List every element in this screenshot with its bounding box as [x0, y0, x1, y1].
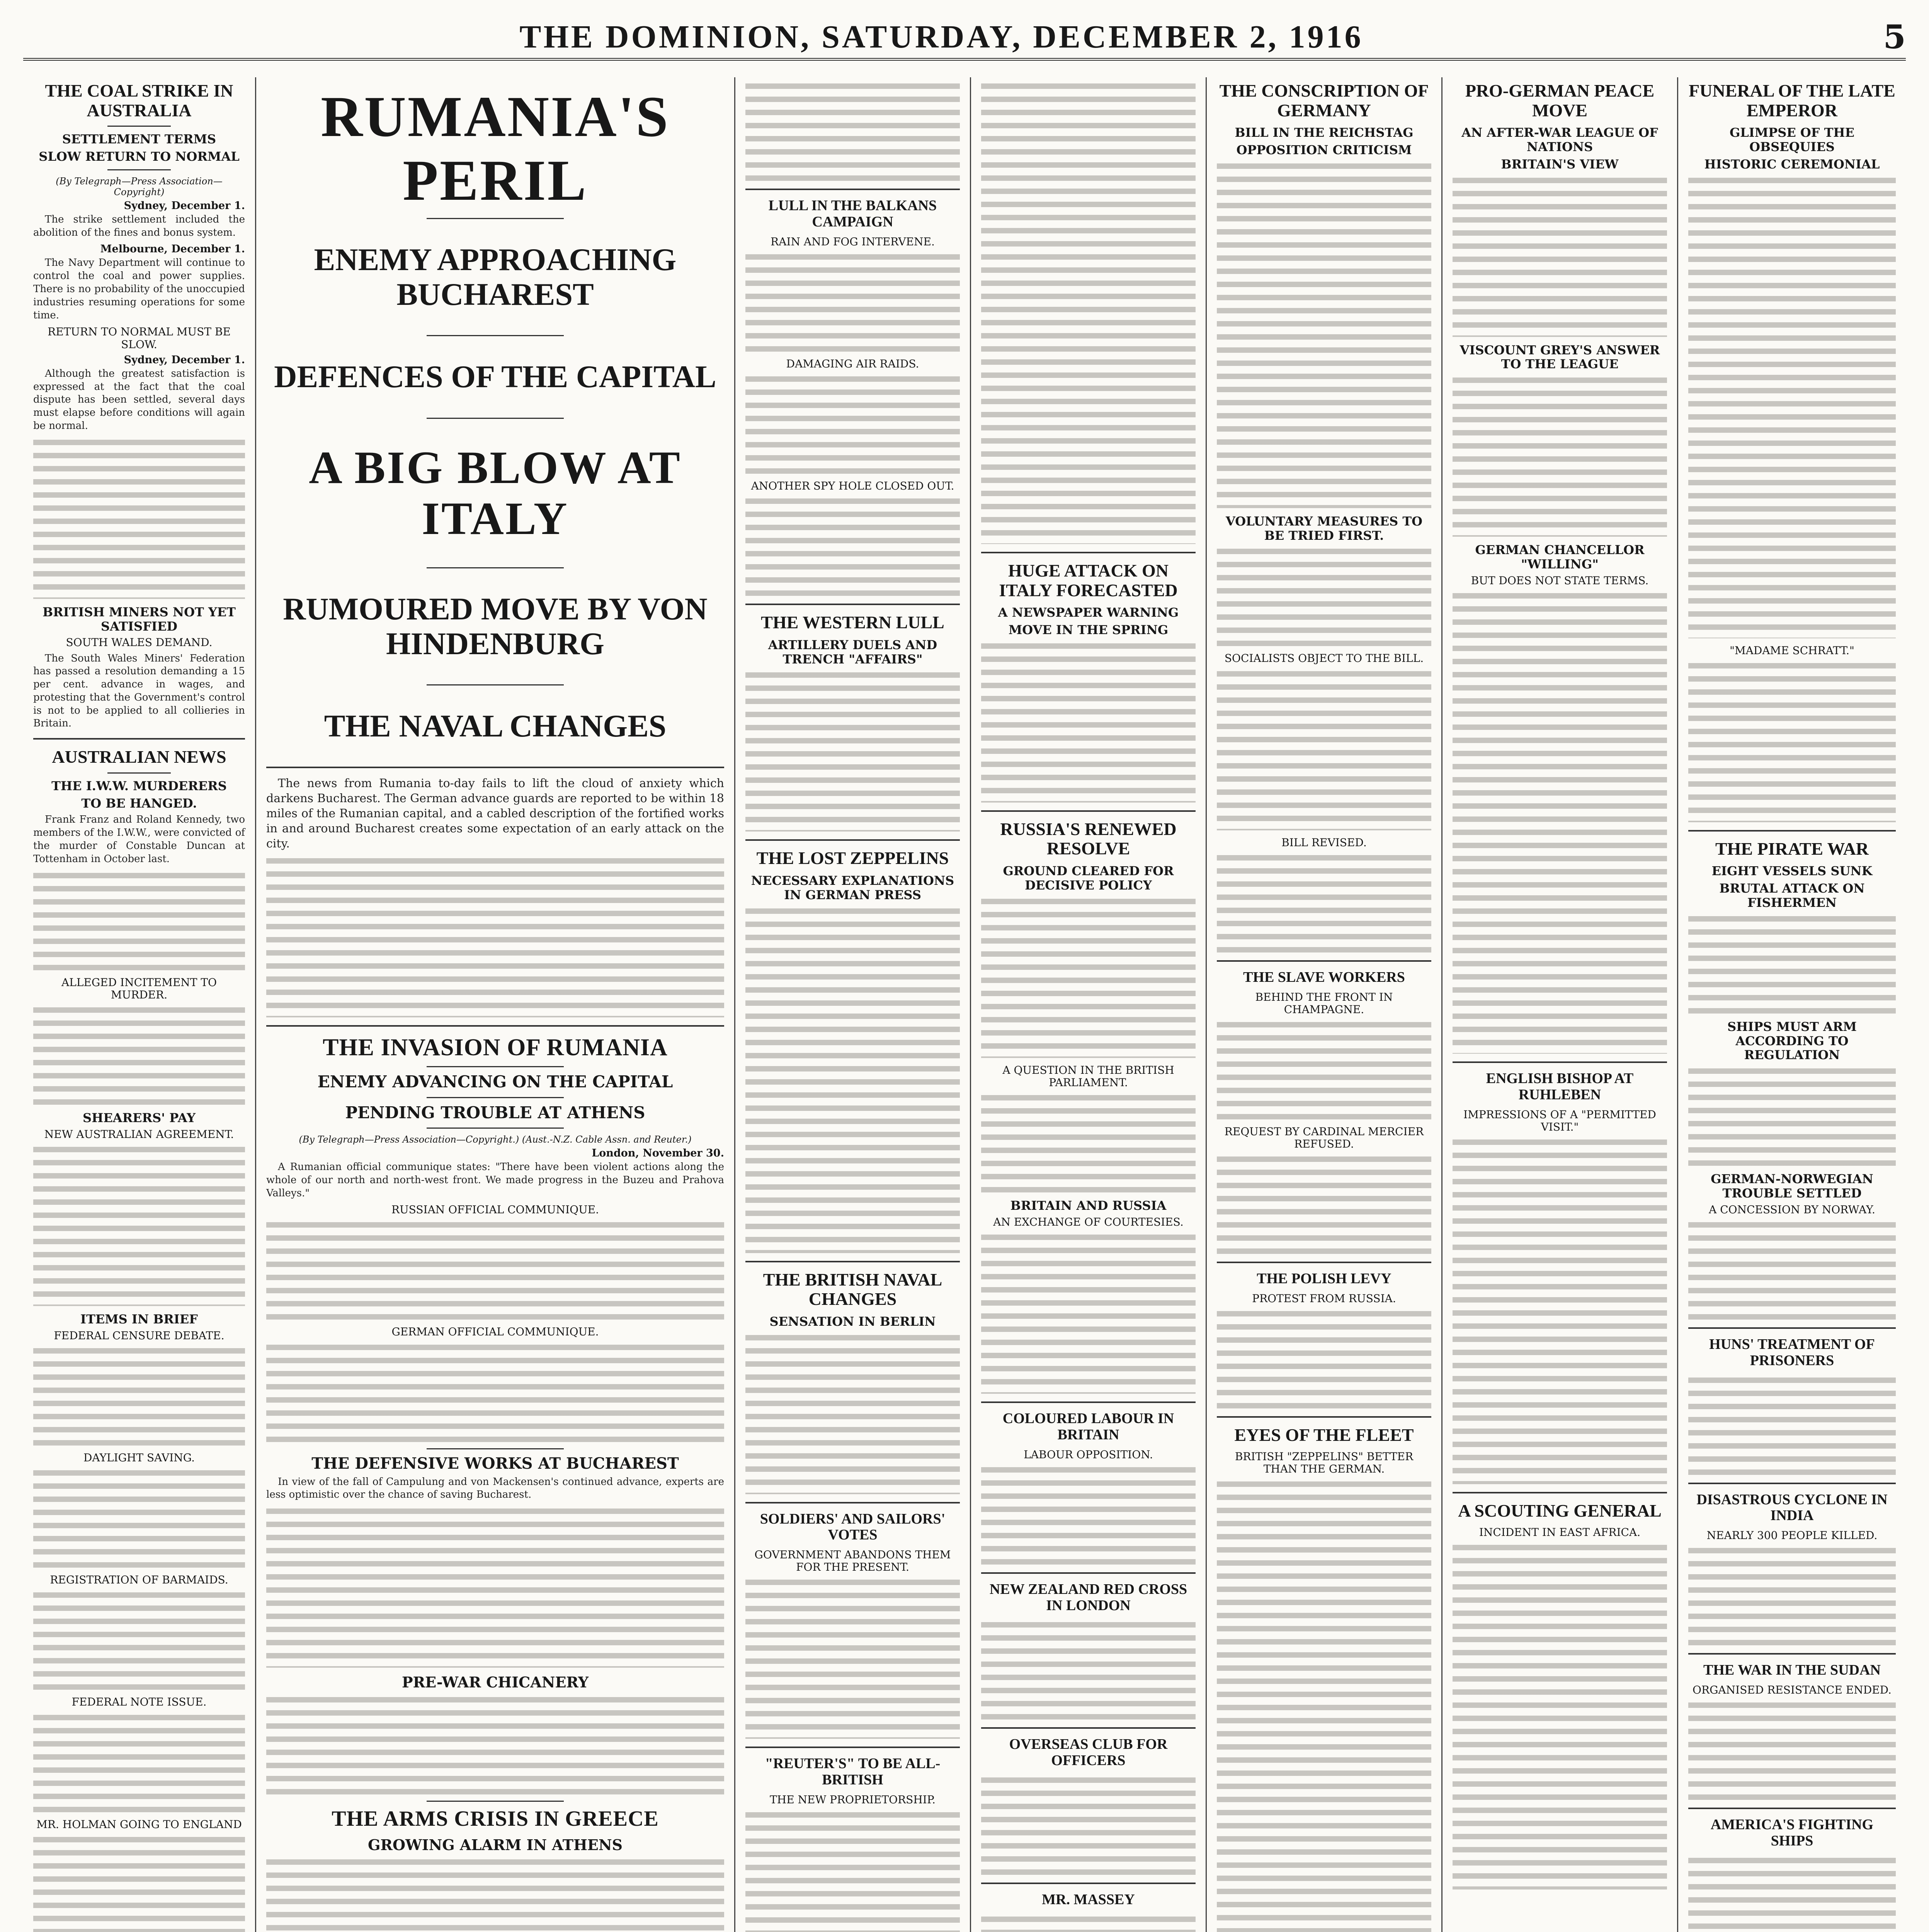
article-text: Frank Franz and Roland Kennedy, two members of the I.W.W., were convicted of the murder of Constable Duncan at Tottenham in October last.: [33, 814, 245, 865]
subhead: SOUTH WALES DEMAND.: [66, 636, 213, 649]
column-5: [970, 77, 1206, 1932]
subhead: GLIMPSE OF THE OBSEQUIES: [1729, 125, 1855, 154]
subhead: BRITAIN AND RUSSIA: [1010, 1198, 1167, 1213]
main-deck: THE NAVAL CHANGES: [324, 708, 667, 743]
dateline: London, November 30.: [592, 1147, 724, 1159]
source-line: (By Telegraph—Press Association—Copyright.) (Aust.-N.Z. Cable Assn. and Reuter.): [299, 1134, 692, 1145]
subhead: GERMAN CHANCELLOR "WILLING": [1475, 543, 1645, 571]
subhead: BILL REVISED.: [1281, 836, 1367, 849]
subhead: HISTORIC CEREMONIAL: [1704, 156, 1880, 172]
subhead: ITEMS IN BRIEF: [80, 1312, 198, 1327]
headline-cyclone: DISASTROUS CYCLONE IN INDIA: [1696, 1491, 1888, 1524]
subhead: BEHIND THE FRONT IN CHAMPAGNE.: [1255, 990, 1393, 1016]
headline-russia-resolve: RUSSIA'S RENEWED RESOLVE: [1000, 819, 1177, 859]
subhead: GROWING ALARM IN ATHENS: [367, 1836, 623, 1854]
headline-polish-levy: THE POLISH LEVY: [1257, 1270, 1391, 1287]
subhead: A CONCESSION BY NORWAY.: [1709, 1203, 1875, 1216]
headline-red-cross: NEW ZEALAND RED CROSS IN LONDON: [989, 1581, 1187, 1614]
headline-fighting-ships: AMERICA'S FIGHTING SHIPS: [1710, 1816, 1874, 1849]
headline-british-miners: BRITISH MINERS NOT YET SATISFIED: [43, 604, 236, 634]
headline-attack-italy: HUGE ATTACK ON ITALY FORECASTED: [999, 561, 1178, 600]
subhead: GERMAN-NORWEGIAN TROUBLE SETTLED: [1711, 1172, 1873, 1201]
subhead: BRUTAL ATTACK ON FISHERMEN: [1719, 881, 1865, 910]
headline-australian-news: AUSTRALIAN NEWS: [52, 747, 226, 767]
headline-conscription: THE CONSCRIPTION OF GERMANY: [1219, 81, 1429, 120]
subhead: MR. HOLMAN GOING TO ENGLAND: [36, 1818, 242, 1831]
headline-invasion: THE INVASION OF RUMANIA: [323, 1034, 668, 1061]
subhead: PENDING TROUBLE AT ATHENS: [345, 1103, 645, 1122]
subhead: RUSSIAN OFFICIAL COMMUNIQUE.: [391, 1203, 599, 1216]
subhead: GERMAN OFFICIAL COMMUNIQUE.: [391, 1325, 599, 1338]
column-4: [734, 77, 970, 1932]
headline-overseas-club: OVERSEAS CLUB FOR OFFICERS: [1009, 1736, 1168, 1769]
headline-naval-changes: THE BRITISH NAVAL CHANGES: [763, 1269, 942, 1309]
subhead: THE NEW PROPRIETORSHIP.: [770, 1793, 936, 1806]
subhead: GROUND CLEARED FOR DECISIVE POLICY: [1003, 863, 1174, 893]
subhead: DAMAGING AIR RAIDS.: [786, 357, 919, 370]
subhead: THE I.W.W. MURDERERS: [51, 778, 227, 793]
subhead: DAYLIGHT SAVING.: [83, 1451, 195, 1464]
subhead: FEDERAL CENSURE DEBATE.: [54, 1329, 225, 1342]
subhead: SENSATION IN BERLIN: [769, 1314, 936, 1329]
subhead: SOCIALISTS OBJECT TO THE BILL.: [1224, 652, 1424, 665]
subhead: A QUESTION IN THE BRITISH PARLIAMENT.: [1002, 1063, 1174, 1089]
headline-lost-zeppelins: THE LOST ZEPPELINS: [756, 848, 949, 868]
subhead: BILL IN THE REICHSTAG: [1235, 125, 1414, 140]
column-8: [1677, 77, 1906, 1932]
headline-peace-move: PRO-GERMAN PEACE MOVE: [1465, 81, 1655, 120]
subhead: NEW AUSTRALIAN AGREEMENT.: [44, 1128, 234, 1141]
column-6: [1206, 77, 1441, 1932]
subhead: ANOTHER SPY HOLE CLOSED OUT.: [751, 479, 954, 492]
subhead: VISCOUNT GREY'S ANSWER TO THE LEAGUE: [1460, 342, 1660, 372]
subhead: AN EXCHANGE OF COURTESIES.: [993, 1215, 1184, 1228]
subhead: RAIN AND FOG INTERVENE.: [771, 235, 935, 248]
source-line: (By Telegraph—Press Association—Copyright): [56, 175, 223, 197]
subhead: BRITISH "ZEPPELINS" BETTER THAN THE GERMAN.: [1235, 1450, 1414, 1476]
article-text: In view of the fall of Campulung and von Mackensen's continued advance, experts are less optimistic over the chance of saving Bucharest.: [266, 1476, 724, 1501]
headline-eyes-fleet: EYES OF THE FLEET: [1234, 1425, 1414, 1445]
subhead: SHIPS MUST ARM ACCORDING TO REGULATION: [1727, 1019, 1857, 1063]
headline-huns-prisoners: HUNS' TREATMENT OF PRISONERS: [1709, 1336, 1875, 1369]
headline-bishop-ruhleben: ENGLISH BISHOP AT RUHLEBEN: [1486, 1070, 1634, 1103]
headline-coloured-labour: COLOURED LABOUR IN BRITAIN: [1002, 1410, 1174, 1443]
newspaper-title: THE DOMINION, SATURDAY, DECEMBER 2, 1916: [519, 19, 1363, 55]
subhead: NEARLY 300 PEOPLE KILLED.: [1706, 1529, 1878, 1542]
headline-sudan: THE WAR IN THE SUDAN: [1703, 1662, 1881, 1679]
dateline: Sydney, December 1.: [124, 199, 245, 212]
subhead: SHEARERS' PAY: [83, 1111, 196, 1126]
headline-arms-crisis: THE ARMS CRISIS IN GREECE: [332, 1806, 659, 1831]
subhead: BRITAIN'S VIEW: [1501, 156, 1619, 172]
subhead: ORGANISED RESISTANCE ENDED.: [1693, 1684, 1892, 1697]
subhead: FEDERAL NOTE ISSUE.: [71, 1696, 207, 1709]
dateline: Melbourne, December 1.: [100, 243, 245, 255]
subhead: EIGHT VESSELS SUNK: [1711, 864, 1873, 879]
headline-balkans-lull: LULL IN THE BALKANS CAMPAIGN: [768, 197, 937, 230]
subhead: INCIDENT IN EAST AFRICA.: [1479, 1526, 1641, 1539]
subhead: NECESSARY EXPLANATIONS IN GERMAN PRESS: [751, 873, 954, 902]
subhead: ARTILLERY DUELS AND TRENCH "AFFAIRS": [768, 637, 937, 667]
article-text: The strike settlement included the abolition of the fines and bonus system.: [33, 213, 245, 238]
subhead: ALLEGED INCITEMENT TO MURDER.: [61, 976, 217, 1001]
subhead: REGISTRATION OF BARMAIDS.: [50, 1573, 228, 1587]
subhead: PRE-WAR CHICANERY: [402, 1673, 589, 1691]
dateline: Sydney, December 1.: [124, 354, 245, 366]
article-text: The South Wales Miners' Federation has passed a resolution demanding a 15 per cent. advance in wages, and protesting that the Government's control is not to be applied to all collieries in Britain.: [33, 652, 245, 730]
subhead: PROTEST FROM RUSSIA.: [1252, 1292, 1396, 1305]
subhead: TO BE HANGED.: [81, 796, 197, 811]
subhead: LABOUR OPPOSITION.: [1024, 1448, 1153, 1461]
main-deck: RUMOURED MOVE BY VON HINDENBURG: [283, 591, 708, 661]
main-story: [255, 77, 734, 1932]
subhead: RETURN TO NORMAL MUST BE SLOW.: [48, 325, 231, 351]
main-headline: RUMANIA'S PERIL: [321, 85, 670, 213]
subhead: MOVE IN THE SPRING: [1008, 622, 1169, 637]
masthead: [23, 15, 1906, 61]
subhead: A NEWSPAPER WARNING: [998, 605, 1179, 620]
headline-defensive-works: THE DEFENSIVE WORKS AT BUCHAREST: [311, 1454, 679, 1473]
subhead: ENEMY ADVANCING ON THE CAPITAL: [317, 1072, 673, 1092]
subhead: SETTLEMENT TERMS: [62, 132, 216, 147]
subhead: "MADAME SCHRATT.": [1730, 644, 1854, 657]
subhead: IMPRESSIONS OF A "PERMITTED VISIT.": [1463, 1108, 1656, 1133]
main-deck: ENEMY APPROACHING BUCHAREST: [314, 242, 677, 312]
subhead: VOLUNTARY MEASURES TO BE TRIED FIRST.: [1225, 514, 1423, 543]
page-number: 5: [1883, 17, 1906, 56]
headline-scouting-general: A SCOUTING GENERAL: [1458, 1500, 1662, 1520]
article-text: A Rumanian official communique states: "There have been violent actions along the whole of our north and north-west front. We made progress in the Buzeu and Prahova Valleys.": [266, 1161, 724, 1199]
main-deck: A BIG BLOW AT ITALY: [309, 441, 682, 544]
article-text: Although the greatest satisfaction is expressed at the fact that the coal dispute has been settled, several days must elapse before conditions will again be normal.: [33, 367, 245, 432]
headline-western-lull: THE WESTERN LULL: [761, 612, 944, 633]
column-1: [23, 77, 255, 1932]
headline-coal-strike: THE COAL STRIKE IN AUSTRALIA: [45, 81, 233, 120]
column-7: [1441, 77, 1677, 1932]
subhead: BUT DOES NOT STATE TERMS.: [1471, 574, 1649, 587]
subhead: GOVERNMENT ABANDONS THEM FOR THE PRESENT.: [754, 1548, 951, 1574]
headline-slave-workers: THE SLAVE WORKERS: [1243, 969, 1405, 985]
headline-votes: SOLDIERS' AND SAILORS' VOTES: [760, 1510, 946, 1543]
article-text: The Navy Department will continue to control the coal and power supplies. There is no probability of the unoccupied industries resuming operations for some time.: [33, 257, 245, 321]
subhead: SLOW RETURN TO NORMAL: [39, 149, 240, 164]
subhead: REQUEST BY CARDINAL MERCIER REFUSED.: [1224, 1125, 1424, 1151]
headline-funeral: FUNERAL OF THE LATE EMPEROR: [1689, 81, 1895, 120]
main-deck: DEFENCES OF THE CAPITAL: [274, 359, 716, 395]
headline-pirate-war: THE PIRATE WAR: [1715, 838, 1869, 859]
headline-massey: MR. MASSEY: [1042, 1891, 1135, 1908]
subhead: OPPOSITION CRITICISM: [1236, 142, 1412, 157]
lead-paragraph: The news from Rumania to-day fails to lift the cloud of anxiety which darkens Bucharest. The German advance guards are reported to be within 18 miles of the Rumanian capital, and a cabled description of the fortified works in and around Bucharest creates some expectation of an early attack on the city.: [266, 777, 724, 851]
headline-reuters: "REUTER'S" TO BE ALL-BRITISH: [765, 1755, 941, 1788]
subhead: AN AFTER-WAR LEAGUE OF NATIONS: [1461, 125, 1658, 154]
